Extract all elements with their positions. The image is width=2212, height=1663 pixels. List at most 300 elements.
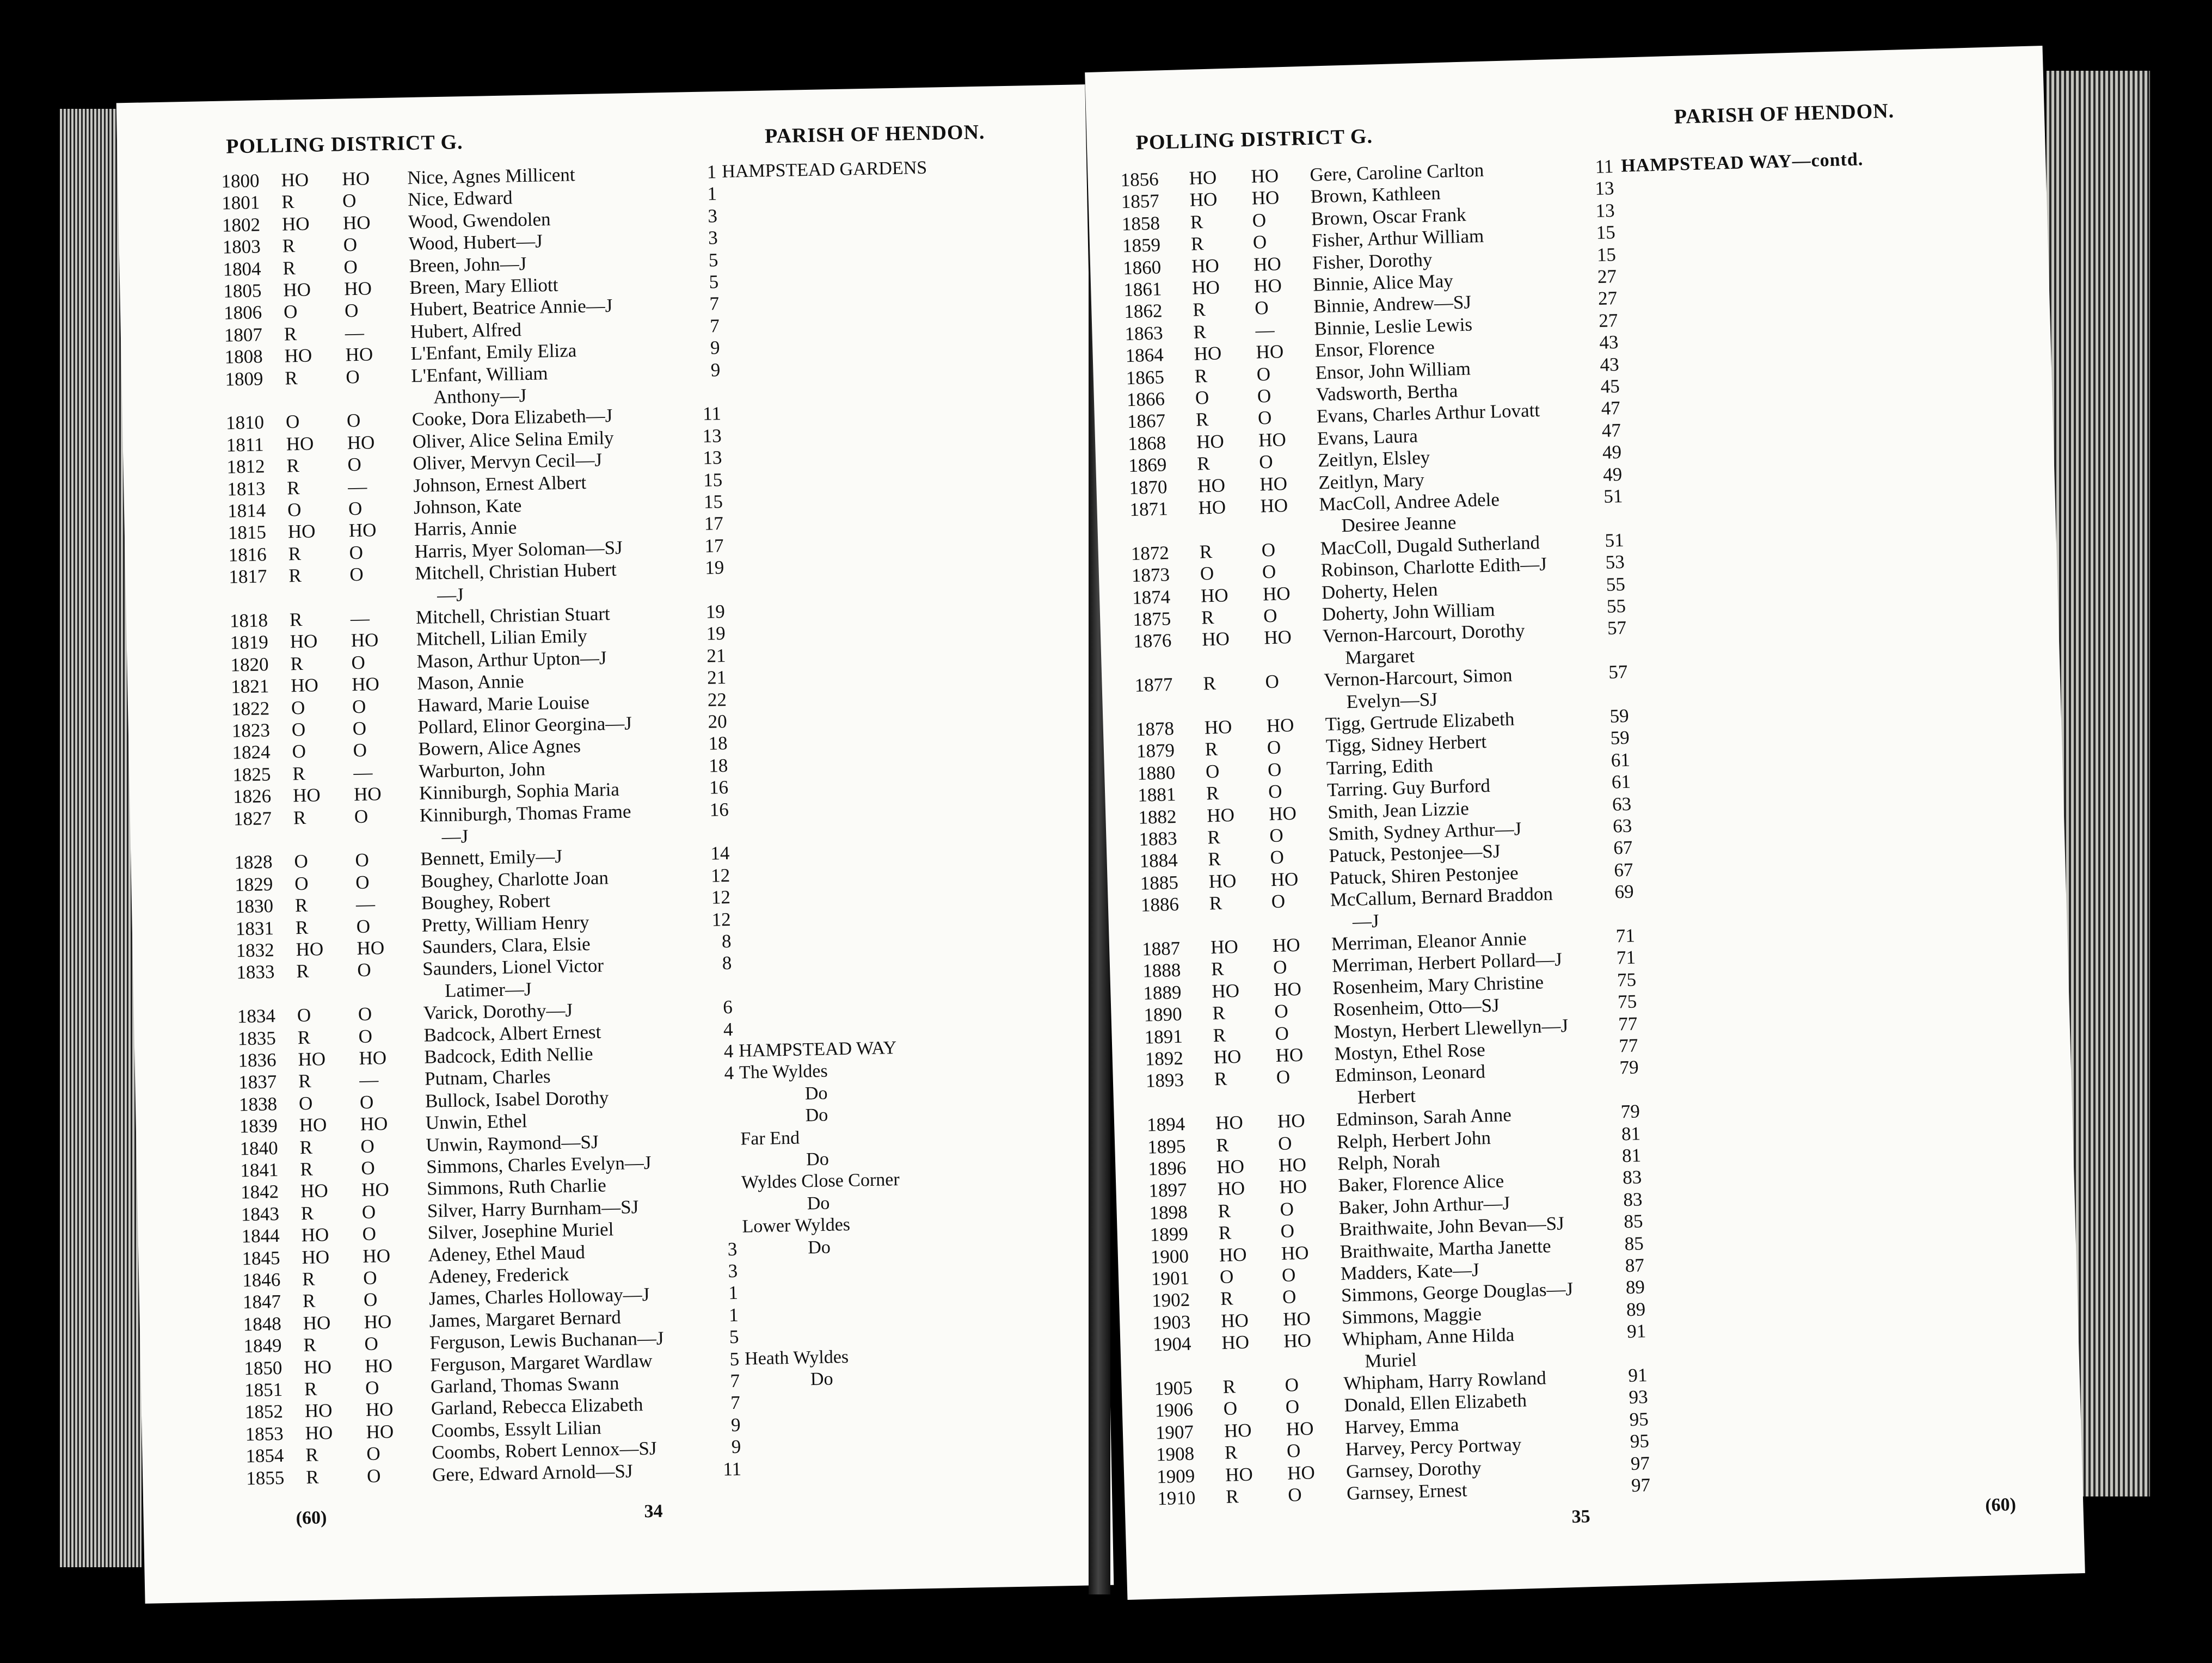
house-number: 11 — [702, 403, 722, 425]
qualification-code: R — [1190, 233, 1204, 255]
qualification-code: HO — [298, 1048, 326, 1070]
house-number: 27 — [1597, 287, 1618, 310]
house-number: 85 — [1623, 1210, 1644, 1233]
qualification-code: HO — [1213, 1045, 1242, 1068]
house-number: 13 — [702, 424, 722, 447]
elector-name: Zeitlyn, Mary — [1318, 469, 1425, 494]
elector-name: Badcock, Albert Ernest — [423, 1021, 601, 1046]
house-number: 5 — [708, 249, 718, 271]
house-number: 1 — [728, 1282, 739, 1304]
qualification-code-2: O — [351, 651, 366, 674]
qualification-code-2: HO — [1281, 1242, 1309, 1264]
elector-number: 1901 — [1151, 1267, 1190, 1290]
elector-number: 1909 — [1156, 1465, 1195, 1488]
qualification-code-2: O — [1256, 363, 1271, 385]
qualification-code: R — [292, 762, 306, 785]
elector-number: 1870 — [1128, 476, 1168, 498]
house-number: 85 — [1624, 1232, 1644, 1254]
qualification-code-2: HO — [1254, 275, 1282, 297]
street-label: The Wyldes — [739, 1061, 828, 1083]
qualification-code: O — [294, 851, 309, 872]
elector-number: 1813 — [226, 477, 266, 500]
qualification-code: R — [300, 1202, 314, 1224]
house-number — [706, 1172, 736, 1173]
elector-number: 1800 — [221, 170, 260, 192]
house-number: 8 — [722, 952, 732, 974]
elector-name: James, Charles Holloway—J — [428, 1284, 650, 1310]
register-entry — [132, 908, 732, 942]
house-number: 27 — [1598, 309, 1618, 331]
qualification-code: R — [294, 895, 308, 916]
qualification-code-2: — — [350, 607, 370, 630]
elector-number: 1880 — [1136, 761, 1176, 784]
elector-name: MacColl, Andree Adele — [1318, 489, 1500, 515]
qualification-code-2: O — [342, 190, 357, 212]
elector-number: 1869 — [1128, 454, 1167, 477]
qualification-code: HO — [300, 1180, 329, 1202]
qualification-code: O — [297, 1004, 311, 1026]
house-number: 89 — [1626, 1298, 1646, 1321]
elector-name: Saunders, Lionel Victor — [422, 954, 604, 980]
elector-number: 1839 — [239, 1115, 278, 1137]
elector-name: Mitchell, Lilian Emily — [416, 625, 588, 650]
register-entry — [123, 447, 722, 480]
elector-name: Garnsey, Dorothy — [1345, 1457, 1482, 1482]
qualification-code: R — [288, 565, 302, 587]
qualification-code: R — [1215, 1134, 1230, 1156]
elector-number: 1896 — [1147, 1157, 1187, 1180]
elector-number: 1883 — [1138, 827, 1178, 850]
elector-name: Herbert — [1357, 1085, 1416, 1108]
elector-name: Brown, Oscar Frank — [1311, 204, 1467, 230]
qualification-code-2: HO — [1258, 428, 1287, 451]
elector-number: 1820 — [230, 653, 269, 676]
register-entry — [131, 864, 730, 898]
qualification-code-2: HO — [364, 1310, 392, 1333]
elector-number: 1841 — [240, 1159, 279, 1181]
elector-name: Brown, Kathleen — [1310, 182, 1441, 208]
qualification-code: O — [298, 1092, 313, 1114]
elector-name: Rosenheim, Mary Christine — [1332, 971, 1544, 999]
elector-name: Mason, Annie — [416, 670, 524, 694]
elector-name: Simmons, Charles Evelyn—J — [426, 1151, 652, 1178]
elector-number: 1816 — [228, 543, 267, 566]
elector-number: 1907 — [1155, 1421, 1194, 1444]
qualification-code-2: O — [343, 234, 358, 256]
qualification-code-2: O — [348, 497, 362, 520]
qualification-code: HO — [1189, 188, 1218, 211]
qualification-code-2: O — [1252, 231, 1267, 253]
elector-name: Fisher, Arthur William — [1311, 225, 1484, 251]
elector-name: Rosenheim, Otto—SJ — [1332, 994, 1500, 1021]
house-number: 7 — [730, 1392, 741, 1414]
qualification-code: R — [1224, 1442, 1238, 1464]
house-number: 95 — [1629, 1408, 1649, 1430]
house-number: 18 — [708, 732, 728, 755]
qualification-code-2: HO — [1268, 802, 1297, 824]
qualification-code: R — [1211, 958, 1225, 980]
elector-number: 1855 — [245, 1467, 285, 1489]
elector-name: Edminson, Leonard — [1335, 1061, 1486, 1087]
house-number: 21 — [706, 644, 726, 667]
elector-number: 1873 — [1131, 564, 1170, 587]
elector-name: Baker, John Arthur—J — [1338, 1192, 1510, 1218]
qualification-code-2: O — [1254, 297, 1269, 319]
house-number: 22 — [707, 688, 727, 711]
elector-name: Merriman, Herbert Pollard—J — [1331, 948, 1563, 977]
elector-name: Binnie, Leslie Lewis — [1313, 313, 1473, 340]
qualification-code: R — [1209, 892, 1222, 914]
qualification-code: R — [297, 1026, 311, 1048]
elector-name: Wood, Gwendolen — [408, 208, 551, 232]
house-number: 77 — [1618, 1034, 1639, 1057]
elector-number: 1823 — [231, 719, 271, 742]
elector-number: 1893 — [1145, 1069, 1184, 1092]
house-number: 49 — [1602, 463, 1623, 485]
elector-name: Garnsey, Ernest — [1346, 1479, 1467, 1504]
qualification-code: HO — [302, 1246, 330, 1268]
qualification-code: R — [299, 1136, 313, 1158]
qualification-code-2: O — [352, 695, 366, 717]
qualification-code-2: O — [358, 1025, 373, 1047]
qualification-code-2: — — [353, 761, 373, 783]
elector-number: 1835 — [237, 1027, 276, 1049]
elector-number: 1801 — [221, 192, 260, 214]
qualification-code-2: HO — [1251, 165, 1279, 187]
elector-number: 1843 — [241, 1203, 280, 1225]
house-number — [706, 1194, 736, 1195]
qualification-code-2: HO — [1253, 252, 1282, 275]
qualification-code: O — [1223, 1397, 1238, 1420]
qualification-code-2: HO — [343, 278, 372, 300]
register-entry — [135, 1062, 734, 1095]
elector-name: Haward, Marie Louise — [417, 691, 590, 716]
qualification-code-2: HO — [1282, 1308, 1311, 1330]
qualification-code-2: O — [1258, 451, 1274, 473]
qualification-code-2: HO — [351, 629, 379, 651]
elector-number: 1868 — [1127, 432, 1166, 454]
qualification-code: O — [1219, 1266, 1234, 1288]
qualification-code: HO — [299, 1114, 327, 1136]
qualification-code: R — [1206, 782, 1220, 804]
qualification-code-2: HO — [362, 1245, 391, 1267]
elector-name: Mason, Arthur Upton—J — [416, 647, 607, 672]
qualification-code-2: O — [355, 849, 370, 871]
qualification-code-2: O — [347, 454, 362, 476]
elector-name: Vernon-Harcourt, Simon — [1323, 664, 1513, 691]
house-number: 13 — [703, 447, 722, 469]
elector-number: 1850 — [243, 1357, 282, 1379]
house-number: 55 — [1606, 573, 1626, 595]
house-number: 13 — [1594, 177, 1615, 200]
qualification-code-2: — — [1255, 319, 1275, 341]
qualification-code-2: HO — [1263, 626, 1292, 649]
qualification-code: R — [295, 916, 309, 938]
qualification-code-2: HO — [1270, 868, 1299, 890]
elector-name: Bennett, Emily—J — [420, 846, 563, 870]
qualification-code: R — [286, 477, 300, 499]
elector-name: Badcock, Edith Nellie — [424, 1043, 593, 1068]
elector-number: 1877 — [1134, 674, 1173, 697]
register-entry — [137, 1174, 607, 1205]
elector-name: Madders, Kate—J — [1340, 1259, 1480, 1284]
elector-number: 1864 — [1125, 344, 1164, 367]
qualification-code-2: O — [1267, 736, 1281, 759]
qualification-code-2: HO — [1283, 1329, 1312, 1352]
elector-number: 1884 — [1139, 849, 1178, 872]
elector-name: Binnie, Alice May — [1312, 270, 1454, 295]
house-number — [705, 1150, 735, 1151]
elector-name: Adeney, Frederick — [428, 1263, 569, 1288]
house-number: 27 — [1597, 265, 1617, 287]
house-number: 12 — [711, 908, 732, 931]
qualification-code: O — [1205, 760, 1220, 783]
qualification-code-2: HO — [366, 1420, 394, 1443]
elector-name: Zeitlyn, Elsley — [1317, 446, 1430, 471]
elector-name: Whipham, Anne Hilda — [1342, 1324, 1515, 1350]
street-label: Do — [805, 1105, 828, 1126]
elector-number: 1876 — [1133, 630, 1172, 652]
elector-name: Evelyn—SJ — [1346, 688, 1438, 712]
elector-number: 1821 — [230, 675, 269, 698]
street-label: Do — [810, 1369, 833, 1390]
elector-number: 1838 — [238, 1093, 278, 1116]
street-label: HAMPSTEAD WAY—contd. — [1620, 149, 1864, 176]
house-number: 1 — [706, 161, 717, 183]
house-number: 3 — [727, 1238, 738, 1260]
qualification-code: O — [283, 301, 298, 323]
house-number: 83 — [1622, 1166, 1642, 1188]
house-number: 57 — [1607, 617, 1627, 639]
elector-name: Harris, Myer Soloman—SJ — [414, 537, 623, 562]
elector-number: 1845 — [242, 1247, 280, 1269]
house-number: 89 — [1625, 1276, 1645, 1298]
elector-name: Ferguson, Margaret Wardlaw — [429, 1350, 653, 1376]
elector-name: Ferguson, Lewis Buchanan—J — [429, 1327, 664, 1353]
elector-number: 1895 — [1147, 1135, 1186, 1158]
house-number: 9 — [710, 337, 720, 359]
elector-name: Unwin, Ethel — [425, 1110, 527, 1134]
elector-name: —J — [1352, 910, 1380, 932]
qualification-code-2: O — [353, 740, 367, 761]
register-entry — [1101, 645, 1415, 675]
page-number: 34 — [644, 1501, 663, 1522]
street-label: Do — [806, 1149, 830, 1170]
qualification-code-2: O — [354, 805, 368, 827]
house-number: 9 — [710, 359, 721, 381]
house-number: 87 — [1625, 1254, 1645, 1277]
qualification-code: R — [281, 191, 294, 213]
elector-number: 1808 — [224, 346, 263, 368]
elector-name: Mostyn, Ethel Rose — [1334, 1039, 1486, 1065]
qualification-code: R — [1195, 409, 1209, 431]
elector-number: 1833 — [236, 961, 275, 983]
qualification-code-2: O — [359, 1091, 374, 1113]
elector-name: Donald, Ellen Elizabeth — [1344, 1389, 1527, 1416]
house-number: 13 — [1595, 199, 1615, 221]
qualification-code-2: O — [355, 871, 370, 893]
house-number: 11 — [723, 1458, 742, 1480]
elector-name: Boughey, Robert — [421, 890, 551, 914]
qualification-code-2: HO — [1262, 582, 1291, 605]
elector-number: 1818 — [229, 609, 268, 632]
qualification-code-2: HO — [1259, 472, 1288, 495]
house-number: 14 — [710, 842, 730, 865]
house-number: 95 — [1630, 1430, 1650, 1452]
elector-number: 1831 — [235, 917, 274, 940]
qualification-code-2: O — [362, 1267, 377, 1289]
qualification-code: R — [1207, 826, 1221, 848]
elector-number: 1814 — [227, 500, 266, 522]
house-number: 81 — [1621, 1122, 1641, 1144]
elector-number: 1899 — [1150, 1223, 1189, 1246]
house-number: 17 — [704, 534, 724, 557]
qualification-code: HO — [1224, 1419, 1252, 1442]
qualification-code-2: HO — [1287, 1461, 1316, 1484]
elector-name: Vernon-Harcourt, Dorothy — [1322, 620, 1525, 647]
qualification-code: HO — [1189, 167, 1217, 189]
qualification-code-2: O — [1287, 1484, 1302, 1506]
elector-name: Relph, Norah — [1337, 1150, 1441, 1174]
qualification-code: HO — [296, 938, 324, 960]
qualification-code-2: HO — [345, 343, 373, 366]
qualification-code-2: HO — [1278, 1154, 1307, 1176]
qualification-code: R — [305, 1466, 319, 1488]
qualification-code: O — [1200, 563, 1214, 584]
house-number: 4 — [723, 1018, 733, 1040]
street-label: Lower Wyldes — [742, 1215, 851, 1237]
qualification-code-2: O — [1277, 1132, 1293, 1154]
elector-number: 1804 — [223, 257, 261, 280]
elector-name: Tarring, Edith — [1326, 754, 1434, 779]
elector-name: Bullock, Isabel Dorothy — [425, 1087, 609, 1112]
qualification-code: HO — [1208, 870, 1237, 892]
qualification-code-2: O — [343, 256, 358, 278]
register-entry — [119, 249, 718, 282]
qualification-code: R — [1212, 1002, 1226, 1024]
elector-name: Warburton, John — [418, 758, 546, 782]
qualification-code-2: — — [359, 1069, 379, 1091]
qualification-code: R — [1220, 1288, 1234, 1310]
elector-name: Binnie, Andrew—SJ — [1313, 291, 1472, 317]
elector-name: L'Enfant, William — [411, 362, 548, 386]
house-number: 47 — [1601, 397, 1621, 420]
elector-number: 1834 — [237, 1005, 276, 1027]
register-entry — [128, 711, 728, 744]
qualification-code-2: HO — [342, 168, 370, 190]
qualification-code-2: HO — [360, 1113, 388, 1135]
elector-number: 1903 — [1152, 1311, 1191, 1334]
elector-name: Doherty, John William — [1322, 599, 1495, 625]
qualification-code: R — [303, 1334, 317, 1356]
elector-number: 1836 — [238, 1049, 276, 1071]
qualification-code-2: HO — [357, 937, 385, 959]
house-number: 5 — [709, 271, 719, 293]
qualification-code: HO — [282, 279, 311, 301]
house-number: 18 — [708, 754, 728, 777]
register-entry — [142, 1436, 741, 1469]
elector-number: 1802 — [222, 214, 261, 236]
house-number: 19 — [704, 557, 724, 578]
elector-name: —J — [437, 583, 464, 606]
elector-name: Garland, Thomas Swann — [430, 1372, 619, 1397]
house-number: 51 — [1603, 485, 1623, 507]
qualification-code-2: O — [358, 1003, 372, 1025]
house-number: 7 — [709, 315, 720, 337]
elector-name: Hubert, Beatrice Annie—J — [409, 295, 613, 321]
elector-name: Nice, Agnes Millicent — [407, 164, 575, 189]
elector-number: 1849 — [243, 1335, 282, 1357]
house-number: 81 — [1621, 1144, 1642, 1167]
street-label: Do — [807, 1193, 830, 1214]
house-number: 67 — [1613, 836, 1633, 859]
qualification-code-2: O — [364, 1333, 379, 1355]
elector-name: Oliver, Mervyn Cecil—J — [413, 449, 603, 475]
elector-number: 1906 — [1154, 1399, 1194, 1421]
elector-number: 1867 — [1127, 410, 1166, 433]
elector-number: 1856 — [1120, 168, 1159, 191]
elector-name: Silver, Josephine Muriel — [427, 1218, 614, 1243]
elector-number: 1889 — [1142, 981, 1182, 1004]
elector-name: Harvey, Emma — [1344, 1413, 1459, 1438]
elector-name: Simmons, Ruth Charlie — [426, 1174, 607, 1200]
elector-name: Breen, John—J — [409, 252, 527, 276]
house-number: 75 — [1617, 990, 1637, 1013]
elector-name: Relph, Herbert John — [1336, 1126, 1491, 1153]
house-number: 69 — [1614, 880, 1635, 903]
elector-number: 1857 — [1121, 190, 1160, 213]
elector-name: Latimer—J — [444, 978, 532, 1001]
house-number: 4 — [724, 1062, 734, 1084]
register-entry — [133, 978, 532, 1008]
qualification-code: R — [1214, 1068, 1227, 1090]
qualification-code-2: O — [1262, 561, 1276, 583]
elector-number: 1892 — [1145, 1047, 1184, 1070]
register-entry — [139, 1282, 739, 1315]
house-number: 9 — [731, 1436, 741, 1458]
house-number: 97 — [1630, 1452, 1650, 1474]
elector-name: Anthony—J — [433, 384, 527, 408]
elector-number: 1826 — [232, 785, 272, 808]
elector-name: Oliver, Alice Selina Emily — [412, 427, 614, 452]
qualification-code-2: HO — [364, 1354, 393, 1377]
house-number: 59 — [1609, 705, 1630, 727]
qualification-code-2: — — [347, 476, 367, 497]
qualification-code-2: O — [363, 1289, 378, 1311]
house-number: 67 — [1613, 859, 1633, 881]
elector-number: 1817 — [229, 565, 267, 588]
register-entry — [140, 1348, 740, 1382]
elector-name: McCallum, Bernard Braddon — [1330, 883, 1553, 911]
qualification-code-2: O — [1267, 759, 1282, 781]
elector-name: Evans, Charles Arthur Lovatt — [1316, 399, 1540, 427]
elector-name: James, Margaret Bernard — [429, 1306, 622, 1332]
qualification-code: HO — [1197, 474, 1226, 497]
qualification-code-2: O — [346, 410, 361, 432]
elector-number: 1832 — [236, 939, 274, 962]
qualification-code: R — [1208, 848, 1221, 870]
elector-number: 1894 — [1146, 1113, 1185, 1136]
register-entry — [1109, 925, 1636, 961]
elector-name: Ensor, Florence — [1314, 336, 1435, 361]
elector-name: Smith, Jean Lizzie — [1327, 797, 1470, 823]
house-number: 12 — [711, 886, 731, 908]
qualification-code: O — [291, 718, 306, 741]
qualification-code-2: HO — [1251, 187, 1280, 210]
elector-number: 1879 — [1136, 740, 1175, 762]
qualification-code-2: O — [1282, 1286, 1297, 1308]
house-number: 7 — [709, 293, 720, 315]
